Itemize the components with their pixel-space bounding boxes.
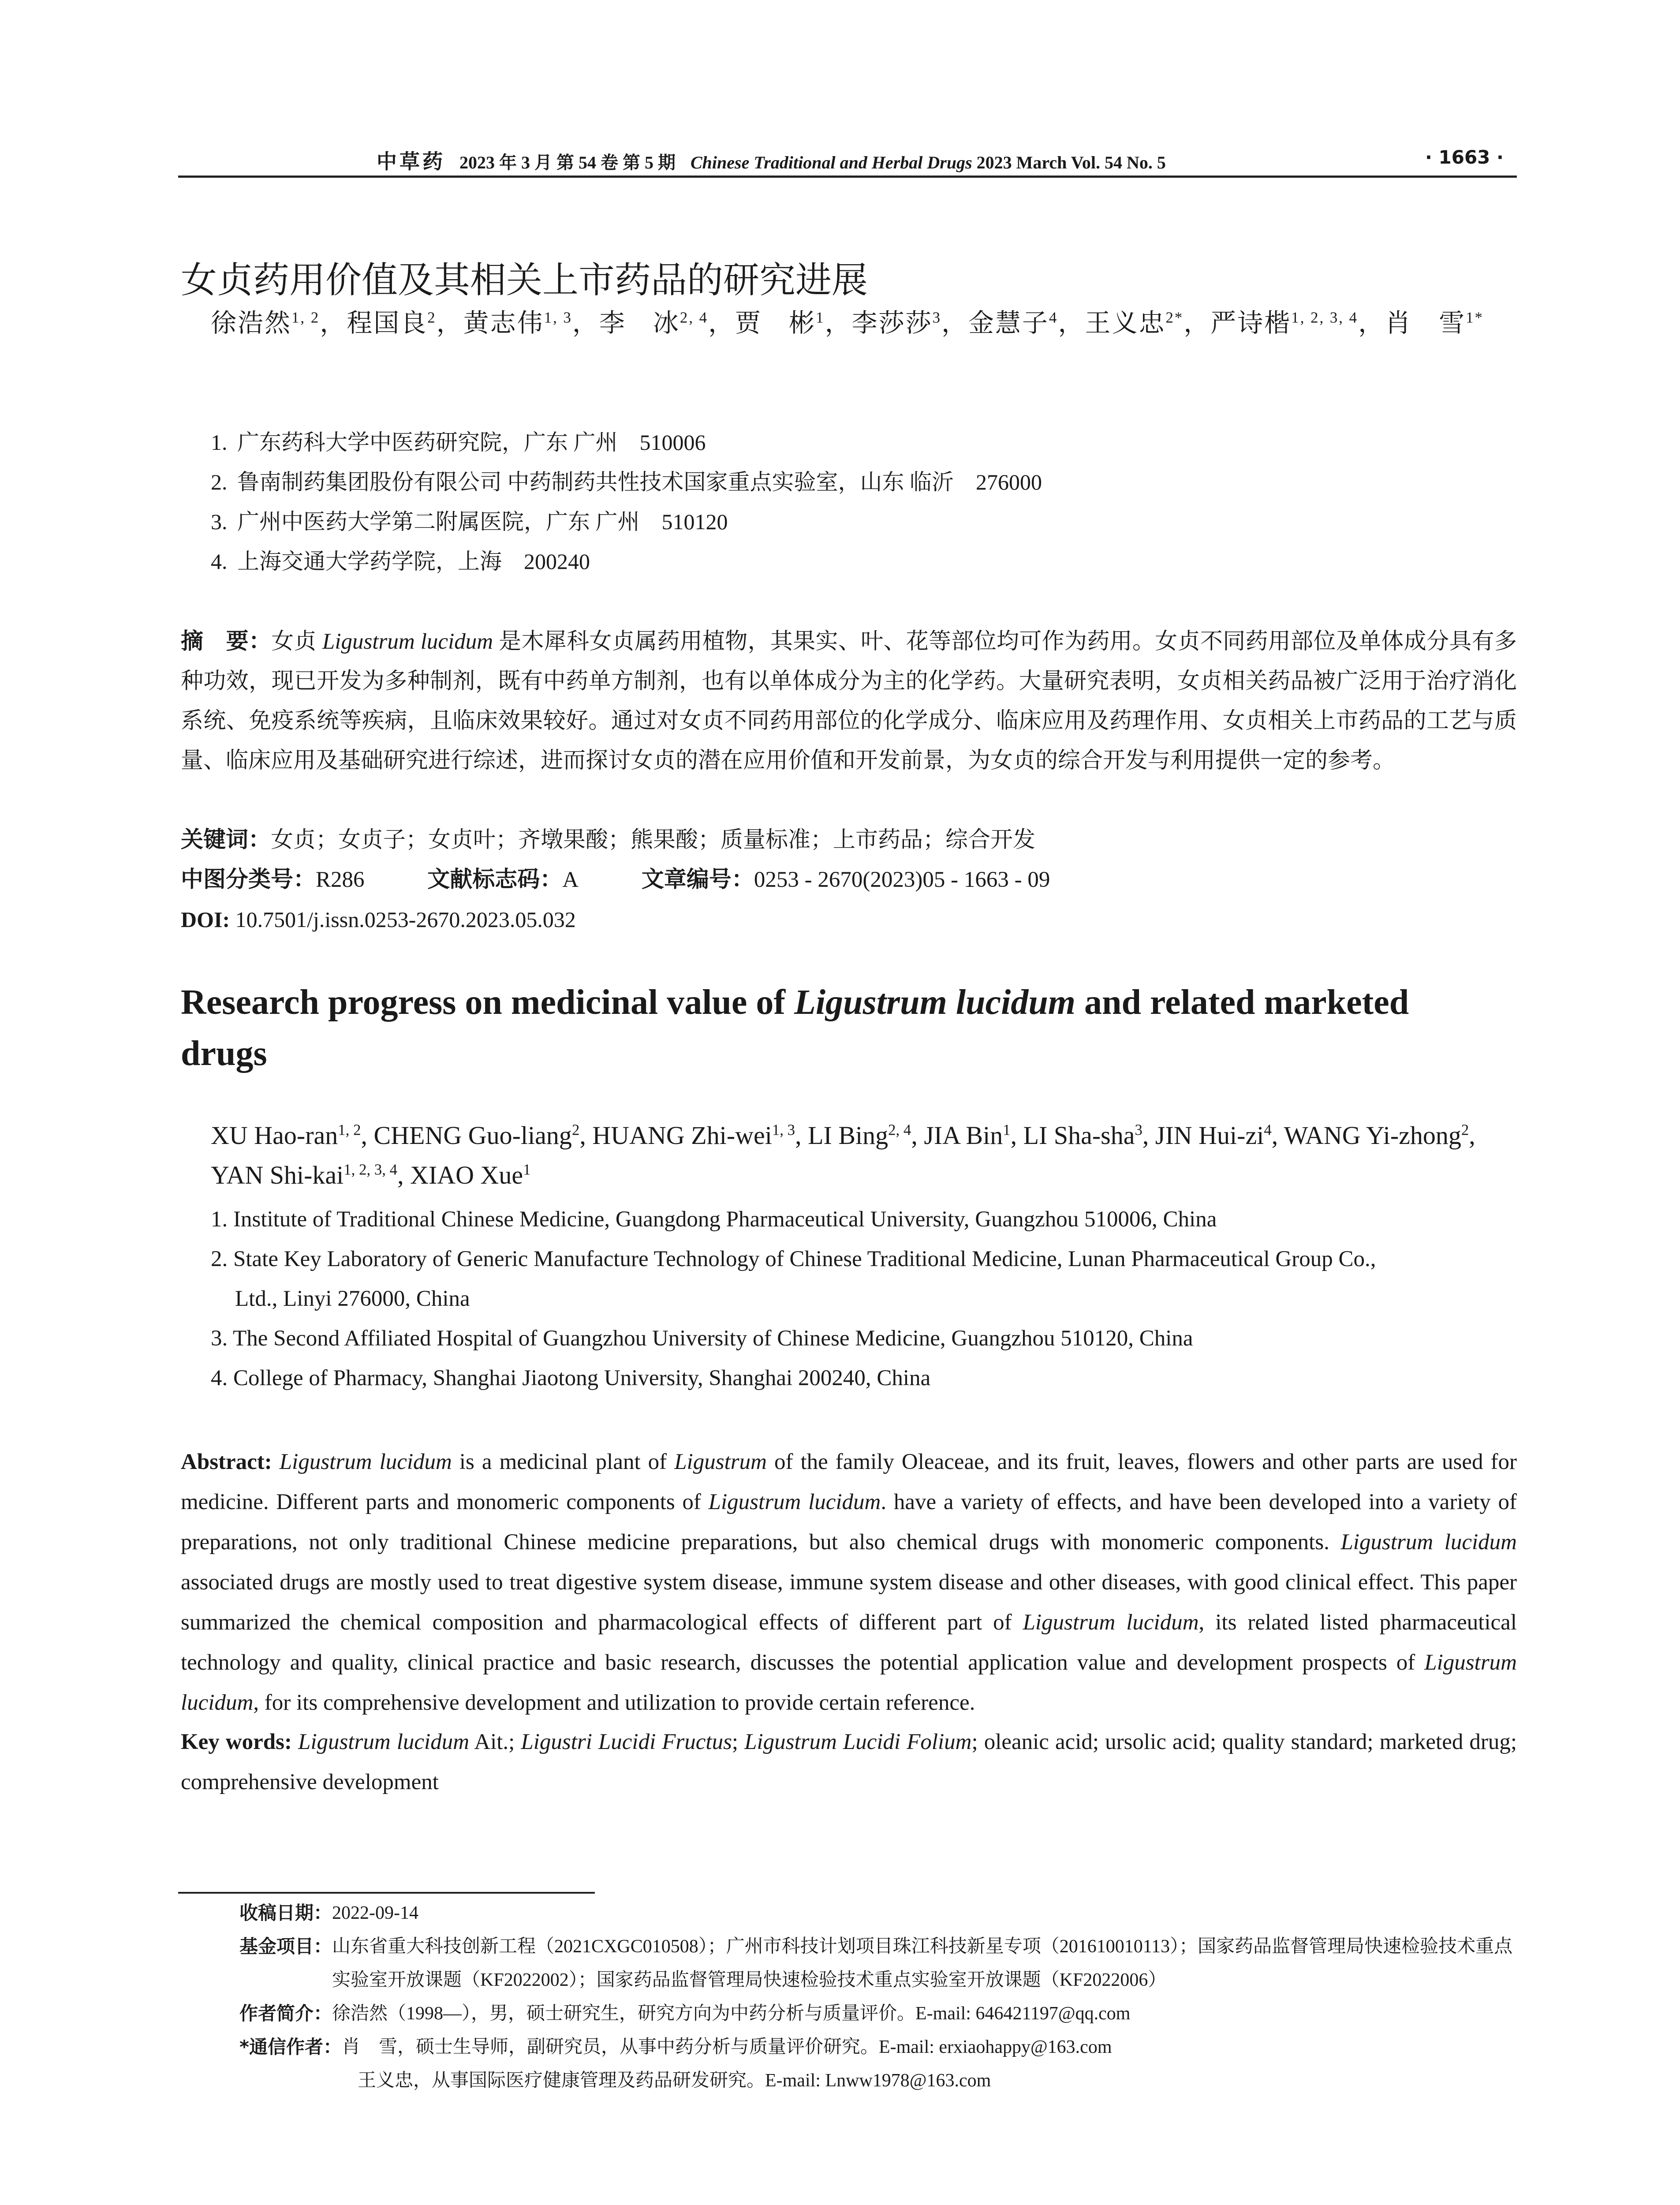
en-author-affil: 2 (1461, 1121, 1469, 1139)
en-affiliation (211, 1358, 1516, 1398)
en-title-latin: Ligustrum lucidum (794, 983, 1076, 1022)
cn-affiliation-text: 广州中医药大学第二附属医院，广东 广州 510120 (237, 509, 728, 534)
en-affiliation-continued: Ltd., Linyi 276000, China (235, 1286, 470, 1311)
doi-line (181, 900, 1517, 939)
fund-value: 山东省重大科技创新工程（2021CXGC010508）；广州市科技计划项目珠江科技新星专项（201610010113）；国家药品监督管理局快速检验技术重点实验室开放课题（KF2022002）；国家药品监督管理局快速检验技术重点实验室开放课题（KF2022006） (332, 1936, 1513, 1990)
footnote-corresponding (239, 2030, 1518, 2064)
en-author-affil: 4 (1264, 1121, 1272, 1139)
en-author (410, 1161, 531, 1189)
en-author-list: XU Hao-ran$^{1, 2}$, CHENG Guo-liang$^2$, HUANG Zhi-wei$^{1, 3}$, LI Bing$^{2, 4}$, JIA Bin$^1$, LI Sha-sha$^3$, JIN Hui-$zi^4$, WANG Yi-zhong$^2$, YAN Shi-kai$^{1, 2, 3, 4}$, XIAO Xue$^1$ (211, 1121, 1475, 1189)
class-value: R286 (316, 867, 365, 892)
en-author-affil: 1, 2 (338, 1121, 361, 1139)
en-author-name: XIAO Xue (410, 1161, 523, 1189)
received-value: 2022-09-14 (332, 1903, 418, 1923)
en-author (1155, 1121, 1272, 1150)
cn-author-name: 王义忠 (1085, 309, 1166, 337)
received-label: 收稿日期： (239, 1902, 332, 1924)
footnote-received (239, 1896, 1518, 1930)
cn-affiliation-number: 3. (211, 509, 228, 534)
bio-value: 徐浩然（1998—），男，硕士研究生，研究方向为中药分析与质量评价。E-mail: 646421197@qq.com (332, 2003, 1131, 2024)
en-author-name: JIN Hui-zi (1155, 1121, 1264, 1150)
article-no-value: 0253 - 2670(2023)05 - 1663 - 09 (754, 867, 1050, 892)
cn-author (968, 309, 1058, 337)
article-no-label: 文章编号： (641, 867, 754, 893)
cn-author-affil: 4 (1049, 309, 1058, 326)
en-title-pre: Research progress on medicinal value of (181, 983, 795, 1022)
doi-label: DOI: (181, 907, 230, 932)
en-author (592, 1121, 795, 1150)
en-abstract-latin: Ligustrum lucidum (708, 1490, 881, 1514)
en-author (808, 1121, 911, 1150)
doc-code-value: A (562, 867, 579, 892)
en-author-name: LI Sha-sha (1023, 1121, 1135, 1150)
cn-author-affil: 3 (932, 309, 941, 326)
cn-abstract-latin: Ligustrum lucidum (322, 629, 493, 654)
en-keywords (181, 1722, 1517, 1802)
corr-label: *通信作者： (239, 2036, 342, 2058)
cn-author-name: 严诗楷 (1210, 309, 1292, 337)
cn-keywords (181, 820, 1517, 860)
fund-label: 基金项目： (239, 1936, 332, 1957)
journal-logo: 中草药 (377, 150, 445, 173)
cn-author (463, 309, 572, 337)
en-abstract-text (272, 1450, 280, 1474)
cn-abstract-body: 是木犀科女贞属药用植物，其果实、叶、花等部位均可作为药用。女贞不同药用部位及单体成分具有多种功效，现已开发为多种制剂，既有中药单方制剂，也有以单体成分为主的化学药。大量研究表明，女贞相关药品被广泛用于治疗消化系统、免疫系统等疾病，且临床效果较好。通过对女贞不同药用部位的化学成分、临床应用及药理作用、女贞相关上市药品的工艺与质量、临床应用及基础研究进行综述，进而探讨女贞的潜在应用价值和开发前景，为女贞的综合开发与利用提供一定的参考。 (181, 629, 1517, 773)
en-abstract-text: , for its comprehensive development and utilization to provide certain reference. (253, 1690, 975, 1715)
en-affiliation-number: 3. (211, 1326, 233, 1351)
en-author-affil: 2 (571, 1121, 580, 1139)
en-keywords-text (292, 1730, 298, 1754)
en-abstract-latin: Ligustrum lucidum (279, 1450, 452, 1474)
en-abstract-label: Abstract: (181, 1450, 272, 1474)
cn-author-affil: 1, 2 (291, 309, 320, 326)
en-affiliation (211, 1200, 1516, 1239)
cn-author (211, 309, 320, 337)
cn-author-affil: 2* (1165, 309, 1184, 326)
en-author (211, 1161, 397, 1189)
en-affiliation-number: 2. (211, 1247, 233, 1271)
page-number: · 1663 · (1425, 146, 1504, 168)
en-abstract-text: , its related listed pharmaceutical technology and quality, clinical practice and basic research, discusses the potential application value and development prospects of (181, 1610, 1517, 1675)
en-author-affil: 1 (523, 1161, 531, 1178)
cn-author-name: 肖 雪 (1385, 309, 1466, 337)
cn-classification-line (181, 860, 1517, 900)
en-keywords-text: Ait.; (469, 1730, 521, 1754)
doc-code (427, 867, 579, 892)
en-title (181, 977, 1504, 1079)
en-affiliation-list (211, 1200, 1516, 1398)
cn-author-affil: 1 (816, 309, 825, 326)
footnotes (239, 1896, 1518, 2097)
doi-value: 10.7501/j.issn.0253-2670.2023.05.032 (230, 907, 576, 932)
cn-author (1210, 309, 1358, 337)
en-title-post: and related marketed drugs (181, 983, 1409, 1073)
en-author-name: CHENG Guo-liang (373, 1121, 572, 1150)
cn-author-affil: 1, 3 (544, 309, 572, 326)
en-keywords-body (181, 1730, 1517, 1794)
cn-author-affil: 2 (427, 309, 437, 326)
en-author-name: JIA Bin (924, 1121, 1003, 1150)
en-affiliation-text: Institute of Traditional Chinese Medicine, Guangdong Pharmaceutical University, Guangzhou 510006, China (233, 1207, 1217, 1232)
en-abstract-latin: Ligustrum lucidum (1340, 1530, 1517, 1555)
en-abstract-text: associated drugs are mostly used to treat digestive system disease, immune system disease and other diseases, with good clinical effect. This paper summarized the chemical composition and pharmacological effects of different part of (181, 1570, 1517, 1635)
en-affiliation-text: State Key Laboratory of Generic Manufacture Technology of Chinese Traditional Medicine, Lunan Pharmaceutical Group Co., (233, 1247, 1376, 1271)
cn-affiliation (211, 542, 1042, 581)
cn-affiliation (211, 502, 1042, 542)
en-author (211, 1121, 361, 1150)
cn-affiliation-list (211, 422, 1042, 581)
en-author (1023, 1121, 1142, 1150)
cn-abstract-pre: 女贞 (271, 629, 322, 654)
cn-affiliation-number: 4. (211, 549, 228, 574)
en-keywords-latin: Ligustrum lucidum (298, 1730, 470, 1754)
cn-author-name: 贾 彬 (735, 309, 816, 337)
en-author-affil: 2, 4 (888, 1121, 911, 1139)
corr-value-1: 肖 雪，硕士生导师，副研究员，从事中药分析与质量评价研究。E-mail: erxiaohappy@163.com (341, 2037, 1112, 2057)
cn-author (852, 309, 941, 337)
footnote-bio (239, 1997, 1518, 2030)
cn-affiliation-text: 上海交通大学药学院，上海 200240 (237, 549, 590, 574)
cn-author-affil: 2, 4 (679, 309, 709, 326)
en-abstract (181, 1442, 1517, 1723)
cn-keywords-label: 关键词： (181, 827, 271, 853)
en-keywords-text: ; oleanic acid; ursolic acid; quality standard; marketed drug; comprehensive development (181, 1730, 1517, 1794)
en-author (373, 1121, 579, 1150)
cn-affiliation-text: 鲁南制药集团股份有限公司 中药制药共性技术国家重点实验室，山东 临沂 276000 (237, 470, 1042, 494)
en-abstract-latin: Ligustrum lucidum (1023, 1610, 1199, 1635)
cn-author-name: 李 冰 (599, 309, 680, 337)
en-abstract-latin: Ligustrum lucidum (181, 1650, 1517, 1715)
en-author-name: XU Hao-ran (211, 1121, 338, 1150)
footnote-divider (178, 1892, 595, 1894)
en-author-name: YAN Shi-kai (211, 1161, 344, 1189)
class-number (181, 867, 365, 892)
bio-label: 作者简介： (239, 2003, 332, 2024)
en-author (924, 1121, 1010, 1150)
header-journal-line (377, 146, 1166, 175)
cn-author-name: 徐浩然 (211, 309, 292, 337)
cn-abstract (181, 622, 1517, 781)
en-author-affil: 1 (1003, 1121, 1011, 1139)
cn-author-list: 徐浩然$^{1, 2}$，程国良$^2$，黄志伟$^{1, 3}$，李 冰$^{2, 4}$，贾 彬$^1$，李莎莎$^3$，金慧子$^4$，王义忠$^{2*}$，严诗楷$^{1, 2, 3, 4}$，肖 雪$^{1*}$ (211, 309, 1484, 337)
en-keywords-text: ; (732, 1730, 745, 1754)
en-affiliation-text: College of Pharmacy, Shanghai Jiaotong University, Shanghai 200240, China (233, 1366, 931, 1390)
cn-affiliation-number: 2. (211, 470, 228, 494)
cn-author (735, 309, 825, 337)
en-author-affil: 1, 3 (772, 1121, 795, 1139)
footnote-fund (239, 1930, 1518, 1997)
cn-author-name: 金慧子 (968, 309, 1049, 337)
cn-author (1385, 309, 1484, 337)
en-author-name: WANG Yi-zhong (1284, 1121, 1461, 1150)
header-date-en: 2023 March Vol. 54 No. 5 (976, 153, 1166, 172)
header-date-cn: 2023 年 3 月 第 54 卷 第 5 期 (459, 153, 676, 172)
corr-value-2: 王义忠，从事国际医疗健康管理及药品研发研究。E-mail: Lnww1978@163.com (358, 2070, 991, 2091)
cn-author-affil: 1, 2, 3, 4 (1291, 309, 1359, 326)
en-affiliation-number: 4. (211, 1366, 233, 1390)
en-author (1284, 1121, 1469, 1150)
cn-author-name: 李莎莎 (851, 309, 933, 337)
doc-code-label: 文献标志码： (427, 867, 563, 893)
en-abstract-text: . have a variety of effects, and have been developed into a variety of preparations, not only traditional Chinese medicine preparations, but also chemical drugs with monomeric components. (181, 1490, 1517, 1555)
en-author-name: HUANG Zhi-wei (592, 1121, 772, 1150)
en-abstract-body (181, 1450, 1517, 1715)
en-keywords-latin: Ligustrum Lucidi Folium (744, 1730, 972, 1754)
en-affiliation-text: The Second Affiliated Hospital of Guangzhou University of Chinese Medicine, Guangzhou 510120, China (233, 1326, 1193, 1351)
cn-author (347, 309, 436, 337)
en-keywords-latin: Ligustri Lucidi Fructus (521, 1730, 732, 1754)
cn-keywords-value: 女贞；女贞子；女贞叶；齐墩果酸；熊果酸；质量标准；上市药品；综合开发 (271, 828, 1036, 852)
running-header (178, 140, 1517, 178)
en-affiliation (211, 1239, 1516, 1319)
cn-affiliation-number: 1. (211, 430, 228, 455)
cn-author-affil: 1* (1466, 309, 1484, 326)
cn-author-name: 程国良 (347, 309, 428, 337)
en-author-affil: 3 (1135, 1121, 1142, 1139)
class-label: 中图分类号： (181, 867, 316, 893)
article-number (642, 867, 1050, 892)
en-keywords-label: Key words: (181, 1730, 292, 1754)
cn-abstract-label: 摘 要： (181, 628, 272, 654)
en-affiliation-number: 1. (211, 1207, 233, 1232)
cn-author (1085, 309, 1183, 337)
cn-affiliation-text: 广东药科大学中医药研究院，广东 广州 510006 (237, 430, 706, 455)
en-author-affil: 1, 2, 3, 4 (343, 1161, 398, 1178)
cn-author (599, 309, 708, 337)
en-author-name: LI Bing (808, 1121, 889, 1150)
cn-affiliation (211, 462, 1042, 502)
cn-affiliation (211, 422, 1042, 462)
en-abstract-text: is a medicinal plant of (452, 1450, 675, 1474)
cn-author-name: 黄志伟 (463, 309, 544, 337)
cn-title: 女贞药用价值及其相关上市药品的研究进展 (181, 259, 868, 301)
header-journal-en: Chinese Traditional and Herbal Drugs (691, 153, 972, 172)
en-abstract-latin: Ligustrum (674, 1450, 767, 1474)
en-affiliation (211, 1319, 1516, 1358)
en-abstract-text: of the family Oleaceae, and its fruit, leaves, flowers and other parts are used for medicine. Different parts and monomeric components of (181, 1450, 1517, 1514)
